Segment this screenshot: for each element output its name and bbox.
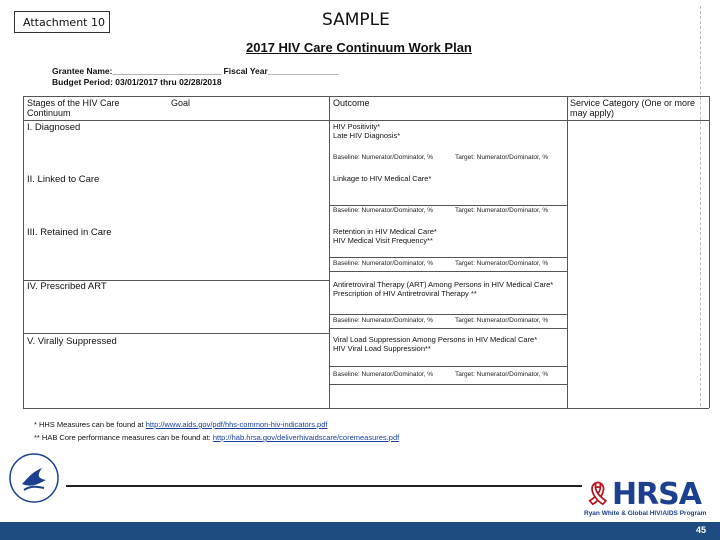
baseline-text: Baseline: Numerator/Dominator, % (333, 371, 434, 378)
sample-label: SAMPLE (322, 10, 390, 30)
outcome-text: Viral Load Suppression Among Persons in HIV Medical Care* HIV Viral Load Suppression** (333, 335, 538, 353)
baseline-divider (329, 205, 567, 206)
baseline-text: Baseline: Numerator/Dominator, % (333, 154, 434, 161)
baseline-divider (329, 328, 567, 329)
target-text: Target: Numerator/Dominator, % (455, 371, 549, 378)
header-outcome: Outcome (333, 98, 370, 108)
table-divider-outcome (329, 96, 330, 408)
outcome-text: Antiretroviral Therapy (ART) Among Persons in HIV Medical Care* Prescription of HIV Antiretroviral Therapy ** (333, 280, 554, 298)
hrsa-logo-text: HRSA (611, 477, 701, 512)
budget-period-line: Budget Period: 03/01/2017 thru 02/28/2018 (52, 77, 222, 87)
outcome-text: HIV Positivity* Late HIV Diagnosis* (333, 122, 401, 140)
baseline-divider (329, 314, 567, 315)
baseline-divider (329, 271, 567, 272)
footnote-hab (34, 433, 399, 442)
stage-label: II. Linked to Care (27, 174, 100, 185)
target-text: Target: Numerator/Dominator, % (455, 260, 549, 267)
hhs-measures-link[interactable]: http://www.aids.gov/pdf/hhs-common-hiv-indicators.pdf (145, 420, 328, 429)
red-ribbon-icon: 🎗 (584, 482, 611, 507)
baseline-text: Baseline: Numerator/Dominator, % (333, 317, 434, 324)
grantee-info (52, 66, 339, 88)
baseline-divider (329, 366, 567, 367)
baseline-divider (329, 257, 567, 258)
outcome-text: Linkage to HIV Medical Care* (333, 174, 432, 183)
hab-measures-link[interactable]: http://hab.hrsa.gov/deliverhivaidscare/coremeasures.pdf (212, 433, 400, 442)
stage-label: I. Diagnosed (27, 122, 81, 133)
footnote-hhs-text: * HHS Measures can be found at (34, 420, 146, 429)
footnote-hab-text: ** HAB Core performance measures can be found at: (34, 433, 213, 442)
page-number: 45 (695, 525, 706, 535)
header-goal: Goal (171, 98, 191, 108)
target-text: Target: Numerator/Dominator, % (455, 207, 549, 214)
table-divider-service (567, 96, 568, 408)
header-service-category: Service Category (One or more may apply) (570, 98, 696, 118)
target-text: Target: Numerator/Dominator, % (455, 154, 549, 161)
header-divider (23, 120, 709, 121)
stage-label: V. Virally Suppressed (27, 336, 117, 347)
table-border-top (23, 96, 709, 97)
outcome-text: Retention in HIV Medical Care* HIV Medical Visit Frequency** (333, 227, 437, 245)
baseline-text: Baseline: Numerator/Dominator, % (333, 260, 434, 267)
hrsa-wordmark (584, 477, 706, 512)
stage-label: III. Retained in Care (27, 227, 112, 238)
hrsa-program-name: Ryan White & Global HIV/AIDS Program (584, 510, 707, 517)
attachment-label: Attachment 10 (14, 11, 110, 33)
footnote-hhs (34, 420, 327, 429)
header-stages: Stages of the HIV Care Continuum (27, 98, 120, 118)
work-plan-table (23, 96, 709, 408)
grantee-line: Grantee Name:_______________________ Fiscal Year_______________ (52, 66, 339, 76)
plan-title: 2017 HIV Care Continuum Work Plan (246, 40, 472, 55)
baseline-divider (329, 384, 567, 385)
footer-bar (0, 522, 720, 540)
hhs-seal-icon (8, 448, 60, 508)
row-divider-stage (23, 333, 329, 334)
footer-rule (66, 485, 582, 487)
table-border-bottom (23, 408, 709, 409)
target-text: Target: Numerator/Dominator, % (455, 317, 549, 324)
table-border-right (709, 96, 710, 408)
baseline-text: Baseline: Numerator/Dominator, % (333, 207, 434, 214)
stage-label: IV. Prescribed ART (27, 281, 107, 292)
hrsa-logo (584, 477, 707, 517)
table-border-left (23, 96, 24, 408)
